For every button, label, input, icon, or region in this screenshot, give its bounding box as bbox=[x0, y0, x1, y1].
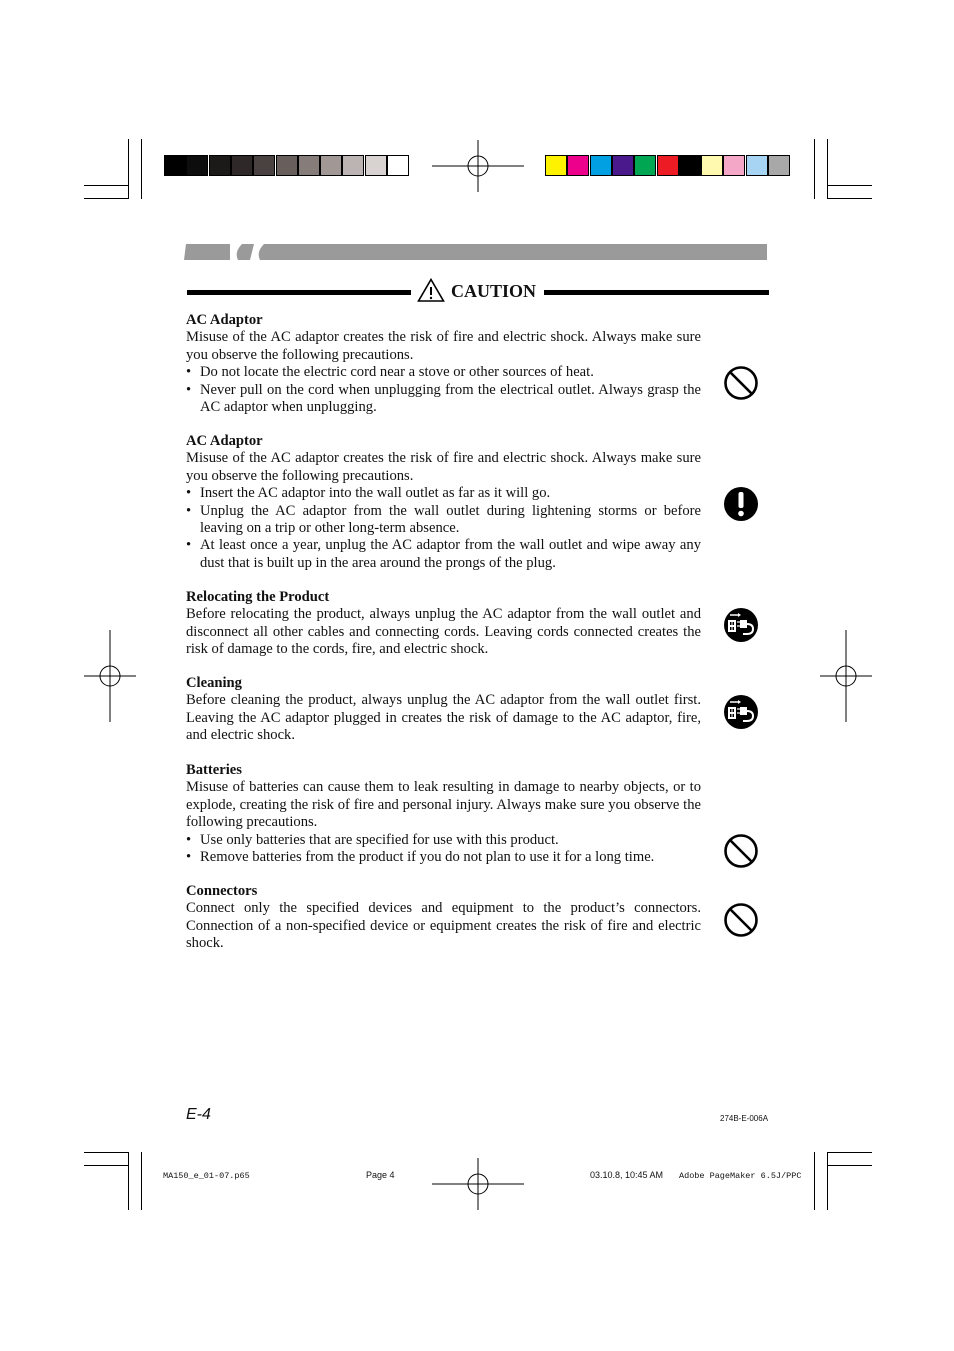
color-swatch bbox=[164, 155, 186, 176]
color-swatch bbox=[186, 155, 208, 176]
color-swatch bbox=[723, 155, 745, 176]
section-cleaning bbox=[186, 675, 701, 745]
unplug-icon bbox=[723, 694, 759, 730]
section-body: Before cleaning the product, always unplug the AC adaptor from the wall outlet first. Leaving the AC adaptor plugged in creates the risk of damage to the AC adaptor, fire, and electric shock. bbox=[186, 692, 701, 744]
section-body: Misuse of the AC adaptor creates the risk of fire and electric shock. Always make sure you observe the following precautions. bbox=[186, 450, 701, 484]
color-swatch bbox=[768, 155, 790, 176]
list-item: • At least once a year, unplug the AC adaptor from the wall outlet and wipe away any dust that is built up in the area around the prongs of the plug. bbox=[186, 537, 701, 572]
color-swatch bbox=[253, 155, 275, 176]
section-title: Connectors bbox=[186, 883, 258, 899]
color-swatch bbox=[701, 155, 723, 176]
section-body: Misuse of batteries can cause them to leak resulting in damage to nearby objects, or to explode, creating the risk of fire and personal injury. Always make sure you observe the following precautions. bbox=[186, 779, 701, 831]
slug-filename: MA150_e_01-07.p65 bbox=[163, 1171, 250, 1181]
color-swatch bbox=[209, 155, 231, 176]
registration-mark-bottom bbox=[432, 1158, 524, 1210]
page-number: E-4 bbox=[186, 1106, 211, 1123]
color-swatch bbox=[342, 155, 364, 176]
section-title: AC Adaptor bbox=[186, 433, 263, 449]
list-item: • Insert the AC adaptor into the wall outlet as far as it will go. bbox=[186, 485, 701, 502]
color-swatch bbox=[590, 155, 612, 176]
slug-app: Adobe PageMaker 6.5J/PPC bbox=[679, 1171, 802, 1181]
list-item: • Do not locate the electric cord near a stove or other sources of heat. bbox=[186, 364, 701, 381]
doc-code: 274B-E-006A bbox=[720, 1114, 769, 1123]
list-item: • Remove batteries from the product if you do not plan to use it for a long time. bbox=[186, 849, 701, 866]
caution-label: CAUTION bbox=[451, 281, 537, 301]
color-swatch bbox=[298, 155, 320, 176]
color-swatch bbox=[679, 155, 701, 176]
list-item: • Unplug the AC adaptor from the wall outlet during lightening storms or before leaving on a trip or other long-term absence. bbox=[186, 503, 701, 538]
warning-triangle-icon bbox=[417, 278, 445, 302]
section-relocating bbox=[186, 589, 701, 659]
section-ac-adaptor-2 bbox=[186, 433, 701, 572]
section-batteries bbox=[186, 762, 701, 866]
section-title: Relocating the Product bbox=[186, 589, 330, 605]
color-swatch bbox=[231, 155, 253, 176]
bullet-list bbox=[186, 832, 701, 867]
color-swatch bbox=[746, 155, 768, 176]
section-ac-adaptor-1 bbox=[186, 312, 701, 416]
header-band bbox=[184, 243, 768, 261]
slug-page: Page 4 bbox=[366, 1170, 395, 1180]
section-connectors bbox=[186, 883, 701, 953]
registration-mark-top bbox=[432, 140, 524, 192]
slug-datetime: 03.10.8, 10:45 AM bbox=[590, 1170, 664, 1180]
prohibition-icon bbox=[723, 365, 759, 401]
section-body: Connect only the specified devices and equipment to the product’s connectors. Connection of a non-specified device or equipment creates the risk of fire and electric shock. bbox=[186, 900, 701, 952]
color-swatch bbox=[612, 155, 634, 176]
unplug-icon bbox=[723, 607, 759, 643]
color-swatch bbox=[545, 155, 567, 176]
color-swatch bbox=[657, 155, 679, 176]
prohibition-icon bbox=[723, 833, 759, 869]
color-swatch bbox=[365, 155, 387, 176]
registration-mark-left bbox=[84, 630, 136, 722]
caution-heading bbox=[187, 278, 769, 304]
color-swatch bbox=[387, 155, 409, 176]
registration-mark-right bbox=[820, 630, 872, 722]
section-title: Batteries bbox=[186, 762, 242, 778]
bullet-list bbox=[186, 364, 701, 416]
color-swatch bbox=[567, 155, 589, 176]
color-swatch bbox=[276, 155, 298, 176]
section-title: AC Adaptor bbox=[186, 312, 263, 328]
list-item: • Never pull on the cord when unplugging from the electrical outlet. Always grasp the AC adaptor when unplugging. bbox=[186, 382, 701, 417]
color-swatch bbox=[320, 155, 342, 176]
section-body: Misuse of the AC adaptor creates the risk of fire and electric shock. Always make sure you observe the following precautions. bbox=[186, 329, 701, 363]
bullet-list bbox=[186, 485, 701, 572]
list-item: • Use only batteries that are specified for use with this product. bbox=[186, 832, 701, 849]
caution-rule-right bbox=[544, 290, 769, 295]
prohibition-icon bbox=[723, 902, 759, 938]
mandatory-action-icon bbox=[723, 486, 759, 522]
section-body: Before relocating the product, always unplug the AC adaptor from the wall outlet and disconnect all other cables and connecting cords. Leaving cords connected creates the risk of damage to the cords, fire, and electric shock. bbox=[186, 606, 701, 658]
color-swatch bbox=[634, 155, 656, 176]
section-title: Cleaning bbox=[186, 675, 242, 691]
caution-rule-left bbox=[187, 290, 411, 295]
